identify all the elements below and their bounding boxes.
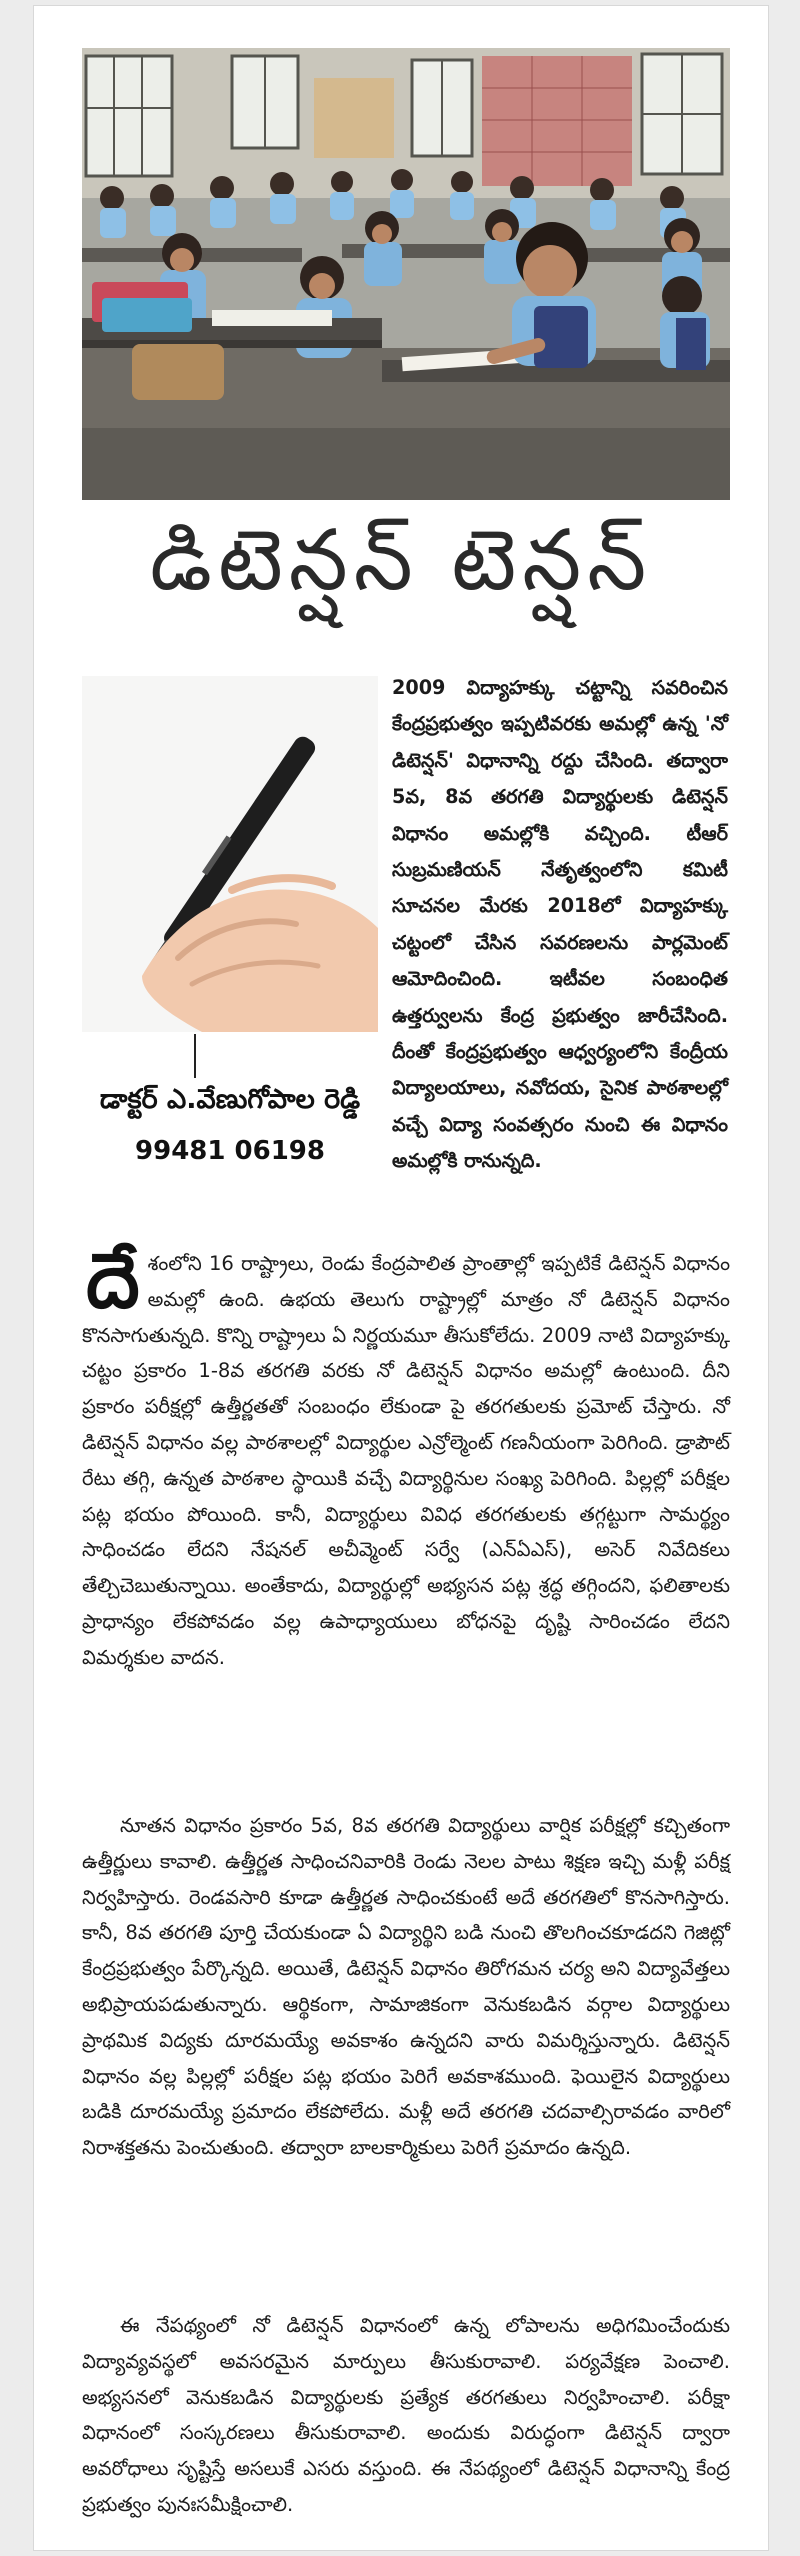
classroom-photo [82, 48, 730, 500]
author-phone: 99481 06198 [135, 1136, 325, 1166]
paragraph-1-text: శంలోని 16 రాష్ట్రాలు, రెండు కేంద్రపాలిత ప్రాంతాల్లో ఇప్పటికే డిటెన్షన్ విధానం అమల్లో ఉంది. ఉభయ తెలుగు రాష్ట్రాల్లో మాత్రం నో డిటెన్షన్ విధానం కొనసాగుతున్నది. కొన్ని రాష్ట్రాలు ఏ నిర్ణయమూ తీసుకోలేదు. 2009 నాటి విద్యాహక్కు చట్టం ప్రకారం 1-8వ తరగతి వరకు నో డిటెన్షన్ విధానం అమల్లో ఉంటుంది. దీని ప్రకారం పరీక్షల్లో ఉత్తీర్ణతతో సంబంధం లేకుండా పై తరగతులకు ప్రమోట్ చేస్తారు. నో డిటెన్షన్ విధానం వల్ల పాఠశాలల్లో విద్యార్థుల ఎన్రోల్మెంట్ గణనీయంగా పెరిగింది. డ్రాపౌట్ రేటు తగ్గి, ఉన్నత పాఠశాల స్థాయికి వచ్చే విద్యార్థినుల సంఖ్య పెరిగింది. పిల్లల్లో పరీక్షల పట్ల భయం పోయింది. కానీ, విద్యార్థులు వివిధ తరగతులకు తగ్గట్టుగా సామర్థ్యం సాధించడం లేదని నేషనల్ అచీవ్మెంట్ సర్వే (ఎన్ఏఎస్), అసెర్ నివేదికలు తేల్చిచెబుతున్నాయి. అంతేకాదు, విద్యార్థుల్లో అభ్యసన పట్ల శ్రద్ధ తగ్గిందని, ఫలితాలకు ప్రాధాన్యం లేకపోవడం వల్ల ఉపాధ్యాయులు బోధనపై దృష్టి సారించడం లేదని విమర్శకుల వాదన. [82, 1252, 730, 1669]
body-paragraph-2: నూతన విధానం ప్రకారం 5వ, 8వ తరగతి విద్యార్థులు వార్షిక పరీక్షల్లో కచ్చితంగా ఉత్తీర్ణులు కావాలి. ఉత్తీర్ణత సాధించనివారికి రెండు నెలల పాటు శిక్షణ ఇచ్చి మళ్లీ పరీక్ష నిర్వహిస్తారు. రెండవసారి కూడా ఉత్తీర్ణత సాధించకుంటే అదే తరగతిలో కొనసాగిస్తారు. కానీ, 8వ తరగతి పూర్తి చేయకుండా ఏ విద్యార్థిని బడి నుంచి తొలగించకూడదని గెజిట్లో కేంద్రప్రభుత్వం పేర్కొన్నది. అయితే, డిటెన్షన్ విధానం తిరోగమన చర్య అని విద్యావేత్తలు అభిప్రాయపడుతున్నారు. ఆర్థికంగా, సామాజికంగా వెనుకబడిన వర్గాల విద్యార్థులు ప్రాథమిక విద్యకు దూరమయ్యే అవకాశం ఉన్నదని వారు విమర్శిస్తున్నారు. డిటెన్షన్ విధానం వల్ల పిల్లల్లో పరీక్షల పట్ల భయం పెరిగే అవకాశముంది. ఫెయిలైన విద్యార్థులు బడికి దూరమయ్యే ప్రమాదం లేకపోలేదు. మళ్లీ అదే తరగతి చదవాల్సిరావడం వారిలో నిరాశక్తతను పెంచుతుంది. తద్వారా బాలకార్మికులు పెరిగే ప్రమాదం ఉన్నది. [82, 1814, 730, 2160]
drop-cap: దే [86, 1236, 140, 1325]
body-paragraph-3: ఈ నేపథ్యంలో నో డిటెన్షన్ విధానంలో ఉన్న లోపాలను అధిగమించేందుకు విద్యావ్యవస్థలో అవసరమైన మార్పులు తీసుకురావాలి. పర్యవేక్షణ పెంచాలి. అభ్యసనలో వెనుకబడిన విద్యార్థులకు ప్రత్యేక తరగతులు నిర్వహించాలి. పరీక్షా విధానంలో సంస్కరణలు తీసుకురావాలి. అందుకు విరుద్ధంగా డిటెన్షన్ ద్వారా అవరోధాలు సృష్టిస్తే అసలుకే ఎసరు వస్తుంది. ఈ నేపథ్యంలో డిటెన్షన్ విధానాన్ని కేంద్ర ప్రభుత్వం పునఃసమీక్షించాలి. [82, 2314, 730, 2516]
author-name: డాక్టర్ ఎ.వేణుగోపాల రెడ్డి [99, 1084, 361, 1115]
pen-in-hand-image [82, 676, 378, 1032]
newspaper-clipping [34, 6, 768, 2550]
intro-paragraph: 2009 విద్యాహక్కు చట్టాన్ని సవరించిన కేంద్రప్రభుత్వం ఇప్పటివరకు అమల్లో ఉన్న 'నో డిటెన్షన్' విధానాన్ని రద్దు చేసింది. తద్వారా 5వ, 8వ తరగతి విద్యార్థులకు డిటెన్షన్ విధానం అమల్లోకి వచ్చింది. టీఆర్ సుబ్రమణియన్ నేతృత్వంలోని కమిటీ సూచనల మేరకు 2018లో విద్యాహక్కు చట్టంలో చేసిన సవరణలను పార్లమెంట్ ఆమోదించింది. ఇటీవల సంబంధిత ఉత్తర్వులను కేంద్ర ప్రభుత్వం జారీచేసింది. దీంతో కేంద్రప్రభుత్వం ఆధ్వర్యంలోని కేంద్రీయ విద్యాలయాలు, నవోదయ, సైనిక పాఠశాలల్లో వచ్చే విద్యా సంవత్సరం నుంచి ఈ విధానం అమల్లోకి రానున్నది. [392, 676, 728, 1173]
body-paragraph-1 [82, 1236, 730, 1676]
author-divider [194, 1034, 196, 1078]
headline: డిటెన్షన్ టెన్షన్ [149, 511, 653, 609]
